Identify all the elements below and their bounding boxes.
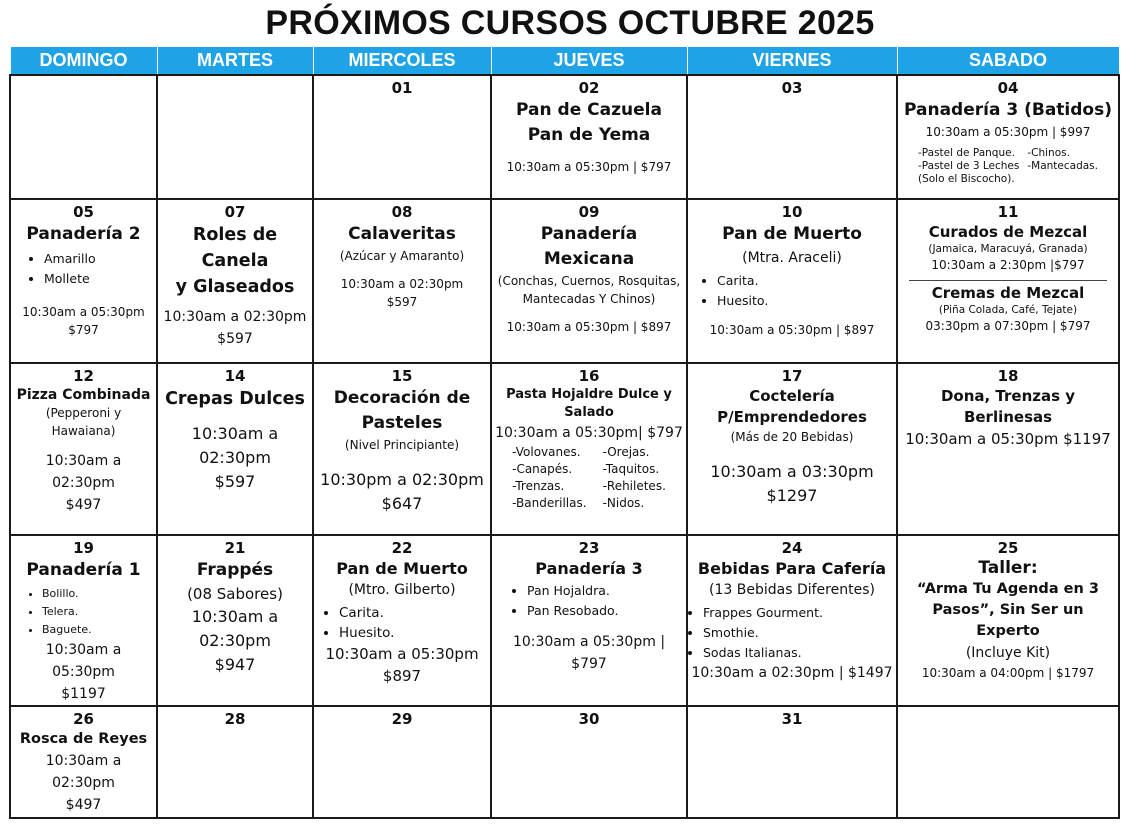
course-subtitle: (Pepperoni y xyxy=(45,406,122,420)
course-title: Pasta Hojaldre Dulce y xyxy=(506,387,672,402)
day-number: 10 xyxy=(781,203,803,221)
day-cell-05 xyxy=(10,199,157,363)
list-item: • Huesito. xyxy=(717,291,893,311)
course-subtitle: (13 Bebidas Diferentes) xyxy=(709,582,875,598)
course-contents xyxy=(495,444,683,512)
course-subtitle: (Mtro. Gilberto) xyxy=(348,582,456,598)
course-price: $947 xyxy=(214,655,256,674)
list-item: • Sodas Italianas. xyxy=(703,643,893,663)
day-number: 03 xyxy=(781,79,803,97)
course-price: $1197 xyxy=(61,686,106,702)
day-number: 08 xyxy=(391,203,413,221)
list-item: • Smothie. xyxy=(703,623,893,643)
week-row-1 xyxy=(10,75,1119,199)
day-cell-empty xyxy=(157,75,313,199)
course-title: Frappés xyxy=(196,560,274,580)
course-items xyxy=(14,249,153,289)
course-subtitle: Mantecadas Y Chinos) xyxy=(522,292,656,306)
course-title: Rosca de Reyes xyxy=(19,731,148,747)
course-subtitle: (Incluye Kit) xyxy=(965,645,1051,661)
day-number: 28 xyxy=(224,710,246,728)
day-number: 21 xyxy=(224,539,246,557)
course-subtitle: (Jamaica, Maracuyá, Granada) xyxy=(928,243,1088,255)
list-item: • Baguete. xyxy=(42,621,153,639)
content-item: -Chinos. xyxy=(1027,147,1070,159)
day-cell-09 xyxy=(491,199,687,363)
day-number: 16 xyxy=(578,367,600,385)
day-cell-30 xyxy=(491,706,687,818)
course-title: Crepas Dulces xyxy=(165,389,305,409)
course-price: $497 xyxy=(65,497,102,513)
course-title: Panadería 1 xyxy=(26,560,141,580)
course-title: Pasteles xyxy=(361,413,443,433)
day-number: 31 xyxy=(781,710,803,728)
content-item: -Banderillas. xyxy=(512,496,587,510)
course-subtitle: Hawaiana) xyxy=(51,424,116,438)
day-cell-28 xyxy=(157,706,313,818)
day-cell-07 xyxy=(157,199,313,363)
weekday-header-miercoles: MIERCOLES xyxy=(313,47,491,75)
course-time: 10:30am a 05:30pm xyxy=(325,645,479,663)
course-subtitle: (Más de 20 Bebidas) xyxy=(730,430,854,444)
day-cell-03 xyxy=(687,75,897,199)
course-time: 02:30pm xyxy=(199,631,271,650)
divider xyxy=(909,280,1107,281)
course-subtitle: (Conchas, Cuernos, Rosquitas, xyxy=(497,274,681,288)
course-title: Pan de Yema xyxy=(527,125,651,145)
course-subtitle: (Azúcar y Amaranto) xyxy=(339,249,465,263)
course-time: 10:30am a 02:30pm xyxy=(163,309,307,325)
day-cell-21 xyxy=(157,535,313,706)
course-items xyxy=(691,603,893,663)
course-title: Taller: xyxy=(978,558,1038,578)
course-schedule: 10:30am a 05:30pm | $797 xyxy=(512,634,666,672)
day-cell-01 xyxy=(313,75,491,199)
page-title: PRÓXIMOS CURSOS OCTUBRE 2025 xyxy=(265,4,875,42)
day-number: 30 xyxy=(578,710,600,728)
course-price: $1297 xyxy=(766,486,818,505)
content-item: -Pastel de 3 Leches xyxy=(918,160,1020,172)
course-price: $897 xyxy=(382,667,422,685)
weekday-header-domingo: DOMINGO xyxy=(10,47,157,75)
day-number: 19 xyxy=(73,539,94,557)
day-number: 22 xyxy=(391,539,413,557)
week-row-2 xyxy=(10,199,1119,363)
course-time: 10:30am a xyxy=(191,607,279,626)
course-time: 10:30am a 03:30pm xyxy=(710,462,874,481)
course-items xyxy=(317,603,487,643)
content-item: (Solo el Biscocho). xyxy=(918,173,1015,185)
course-title: Pan de Muerto xyxy=(722,224,862,244)
day-number: 11 xyxy=(997,203,1019,221)
week-row-4 xyxy=(10,535,1119,706)
day-cell-11 xyxy=(897,199,1119,363)
list-item: • Carita. xyxy=(717,271,893,291)
list-item: • Huesito. xyxy=(339,623,487,643)
course-time: 10:30am a 02:30pm xyxy=(340,277,464,291)
course-title: Coctelería xyxy=(749,387,835,405)
calendar-grid xyxy=(9,47,1120,819)
day-cell-08 xyxy=(313,199,491,363)
course-title: Roles de Canela xyxy=(192,225,278,271)
day-number: 01 xyxy=(391,79,413,97)
course-title: “Arma Tu Agenda en 3 xyxy=(917,581,1099,597)
course-title: Bebidas Para Cafería xyxy=(697,559,887,578)
week-row-3 xyxy=(10,363,1119,535)
course-title: y Glaseados xyxy=(175,277,295,297)
day-cell-24 xyxy=(687,535,897,706)
course-subtitle: (Nivel Principiante) xyxy=(344,438,460,452)
content-item: -Mantecadas. xyxy=(1027,160,1098,172)
course-title: Panadería Mexicana xyxy=(540,224,638,269)
weekday-header-jueves: JUEVES xyxy=(491,47,687,75)
day-cell-17 xyxy=(687,363,897,535)
content-item: -Pastel de Panque. xyxy=(918,147,1015,159)
course-title: Dona, Trenzas y Berlinesas xyxy=(940,387,1076,426)
course-time: 10:30am a 02:30pm xyxy=(45,753,122,791)
day-cell-26 xyxy=(10,706,157,818)
course-schedule: 10:30am a 05:30pm| $797 xyxy=(495,425,683,441)
course-subtitle: (Mtra. Araceli) xyxy=(742,250,842,266)
day-number: 26 xyxy=(73,710,94,728)
course-title: P/Emprendedores xyxy=(717,408,867,426)
day-cell-empty xyxy=(10,75,157,199)
day-number: 07 xyxy=(224,203,246,221)
list-item: • Telera. xyxy=(42,603,153,621)
day-cell-29 xyxy=(313,706,491,818)
course-schedule: 10:30am a 05:30pm | $797 xyxy=(506,160,672,174)
list-item: • Bolillo. xyxy=(42,585,153,603)
course-title: Pan de Cazuela xyxy=(516,100,662,120)
course-title: Calaveritas xyxy=(348,224,456,244)
content-item: -Orejas. xyxy=(602,445,650,459)
course-title: Panadería 3 (Batidos) xyxy=(904,100,1112,120)
course-title: Curados de Mezcal xyxy=(928,223,1088,241)
content-item: -Volovanes. xyxy=(512,445,581,459)
day-number: 29 xyxy=(391,710,413,728)
day-number: 09 xyxy=(578,203,600,221)
day-cell-31 xyxy=(687,706,897,818)
day-cell-02 xyxy=(491,75,687,199)
list-item: • Pan Hojaldra. xyxy=(527,581,683,601)
content-item: -Trenzas. xyxy=(512,479,565,493)
course-time: 10:30am a 02:30pm xyxy=(45,453,122,491)
course-price: $797 xyxy=(68,323,99,337)
course-title: Panadería 2 xyxy=(26,224,141,244)
course-time: 10:30pm a 02:30pm xyxy=(320,470,484,489)
list-item: • Carita. xyxy=(339,603,487,623)
course-title: Decoración de xyxy=(333,388,471,408)
list-item: • Mollete xyxy=(44,269,153,289)
week-row-5 xyxy=(10,706,1119,818)
day-cell-16 xyxy=(491,363,687,535)
course-schedule: 03:30pm a 07:30pm | $797 xyxy=(925,319,1091,333)
course-title: Pan de Muerto xyxy=(336,559,468,578)
weekday-header-sabado: SABADO xyxy=(897,47,1119,75)
course-time: 02:30pm xyxy=(199,448,271,467)
day-cell-04 xyxy=(897,75,1119,199)
day-cell-15 xyxy=(313,363,491,535)
course-items xyxy=(691,271,893,311)
content-item: -Nidos. xyxy=(602,496,645,510)
weekday-header-viernes: VIERNES xyxy=(687,47,897,75)
course-price: $597 xyxy=(217,331,253,347)
weekday-header-row xyxy=(10,47,1119,75)
course-title: Pasos”, Sin Ser un Experto xyxy=(932,602,1084,639)
course-schedule: 10:30am a 04:00pm | $1797 xyxy=(921,666,1095,680)
course-subtitle: (08 Sabores) xyxy=(187,585,283,603)
content-item: -Canapés. xyxy=(512,462,573,476)
day-cell-23 xyxy=(491,535,687,706)
course-items xyxy=(14,585,153,639)
list-item: • Pan Resobado. xyxy=(527,601,683,621)
course-schedule: 10:30am a 05:30pm | $897 xyxy=(709,323,875,337)
course-time: 10:30am a xyxy=(191,424,279,443)
course-price: $597 xyxy=(214,472,256,491)
course-schedule: 10:30am a 02:30pm | $1497 xyxy=(691,665,893,681)
day-number: 02 xyxy=(578,79,600,97)
course-time: 10:30am a 05:30pm xyxy=(22,305,145,319)
day-number: 23 xyxy=(578,539,600,557)
course-schedule: 10:30am a 05:30pm | $897 xyxy=(506,320,672,334)
day-number: 12 xyxy=(73,367,94,385)
course-time: 10:30am a 05:30pm xyxy=(45,642,122,680)
day-cell-empty xyxy=(897,706,1119,818)
day-cell-12 xyxy=(10,363,157,535)
weekday-header-martes: MARTES xyxy=(157,47,313,75)
day-number: 17 xyxy=(781,367,803,385)
day-number: 15 xyxy=(391,367,413,385)
course-schedule: 10:30am a 2:30pm |$797 xyxy=(931,258,1085,272)
day-number: 05 xyxy=(73,203,94,221)
course-title: Panadería 3 xyxy=(535,559,643,578)
day-number: 24 xyxy=(781,539,803,557)
day-cell-18 xyxy=(897,363,1119,535)
day-cell-22 xyxy=(313,535,491,706)
day-number: 04 xyxy=(997,79,1019,97)
list-item: • Frappes Gourment. xyxy=(703,603,893,623)
day-number: 14 xyxy=(224,367,246,385)
course-title: Salado xyxy=(564,405,614,420)
course-title: Cremas de Mezcal xyxy=(931,284,1085,302)
content-item: -Rehiletes. xyxy=(602,479,666,493)
list-item: • Amarillo xyxy=(44,249,153,269)
day-cell-10 xyxy=(687,199,897,363)
day-number: 25 xyxy=(997,539,1019,557)
day-cell-14 xyxy=(157,363,313,535)
course-schedule: 10:30am a 05:30pm | $997 xyxy=(925,125,1091,139)
content-item: -Taquitos. xyxy=(602,462,660,476)
day-cell-25 xyxy=(897,535,1119,706)
course-price: $597 xyxy=(386,295,418,309)
course-price: $647 xyxy=(381,494,423,513)
course-title: Pizza Combinada xyxy=(16,387,151,403)
course-schedule: 10:30am a 05:30pm $1197 xyxy=(905,430,1111,448)
day-cell-19 xyxy=(10,535,157,706)
course-subtitle: (Piña Colada, Café, Tejate) xyxy=(938,304,1078,316)
course-items xyxy=(495,581,683,621)
day-number: 18 xyxy=(997,367,1019,385)
course-contents xyxy=(901,147,1115,186)
course-price: $497 xyxy=(65,797,102,813)
